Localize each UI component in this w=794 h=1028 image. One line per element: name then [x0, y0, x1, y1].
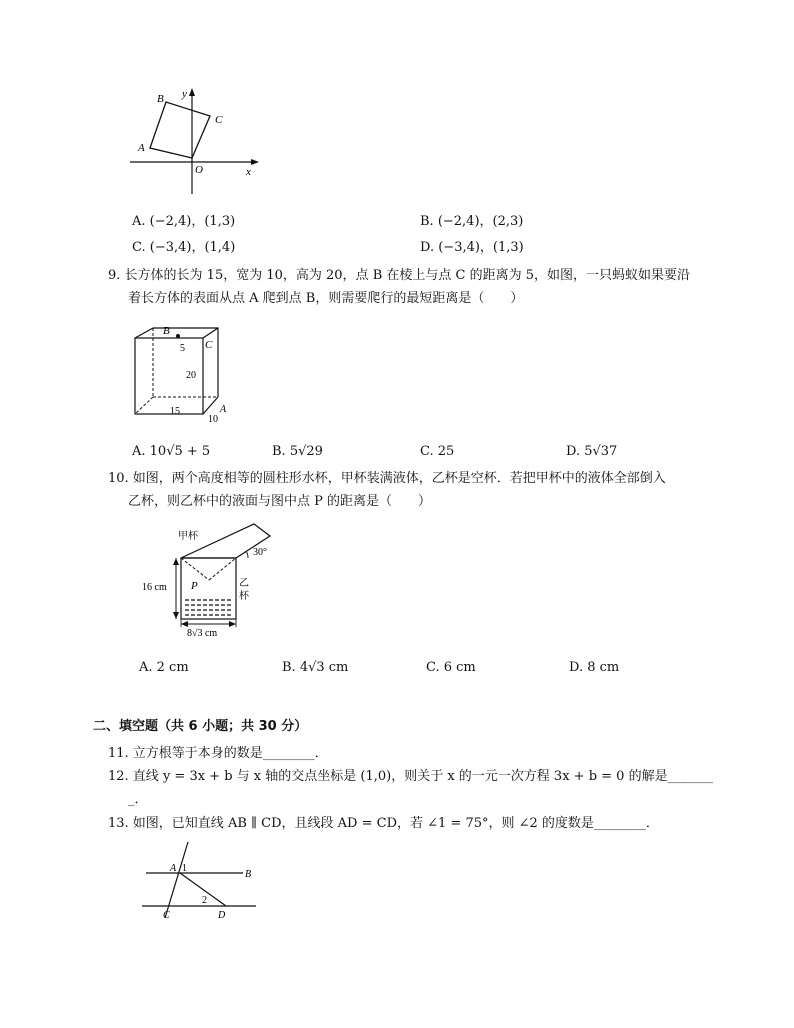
fig10-label-jia: 甲杯 — [178, 531, 198, 542]
q8-option-a: A. (−2,4)，(1,3) — [132, 214, 236, 229]
fig10-label-yi: 乙 — [239, 578, 249, 589]
fig10-label-height: 16 cm — [142, 582, 167, 593]
q9-stem-line1: 9. 长方体的长为 15，宽为 10，高为 20，点 B 在棱上与点 C 的距离为 5，如图，一只蚂蚁如果要沿 — [108, 268, 690, 283]
fig-label-a: A — [138, 142, 145, 154]
fig-label-x: x — [246, 166, 251, 178]
q10-stem-line1: 10. 如图，两个高度相等的圆柱形水杯，甲杯装满液体，乙杯是空杯．若把甲杯中的液体全部倒入 — [108, 471, 666, 486]
q13-stem: 13. 如图，已知直线 AB ∥ CD，且线段 AD = CD，若 ∠1 = 75°，则 ∠2 的度数是________． — [108, 816, 659, 831]
q10-option-b: B. 4√3 cm — [282, 660, 349, 675]
fig9-label-15: 15 — [170, 406, 180, 417]
q9-option-a: A. 10√5 + 5 — [132, 444, 211, 459]
fig9-label-5: 5 — [180, 343, 185, 354]
fig-label-y: y — [182, 88, 187, 100]
fig-label-b: B — [157, 93, 164, 105]
fig9-label-20: 20 — [186, 370, 196, 381]
q8-option-b: B. (−2,4)，(2,3) — [420, 214, 524, 229]
fig9-label-c: C — [205, 339, 213, 351]
q9-option-d: D. 5√37 — [566, 444, 618, 459]
figure-cuboid — [128, 322, 238, 427]
fig9-label-10: 10 — [208, 414, 218, 425]
fig13-label-2: 2 — [202, 895, 207, 906]
fig9-label-b: B — [163, 325, 170, 337]
fig13-label-c: C — [163, 910, 170, 920]
figure-cups — [140, 520, 285, 642]
fig10-label-p: P — [191, 580, 198, 592]
q8-option-c: C. (−3,4)，(1,4) — [132, 240, 236, 255]
q12-stem-line1: 12. 直线 y = 3x + b 与 x 轴的交点坐标是 (1,0)，则关于 x 的一元一次方程 3x + b = 0 的解是_______ — [108, 769, 714, 784]
fig10-label-angle: 30° — [253, 547, 267, 558]
fig9-label-a: A — [220, 404, 227, 415]
q9-stem-line2: 着长方体的表面从点 A 爬到点 B，则需要爬行的最短距离是（ ） — [128, 291, 524, 306]
q9-option-c: C. 25 — [420, 444, 455, 459]
fig13-label-a: A — [170, 863, 177, 874]
fig10-label-bei: 杯 — [239, 591, 249, 602]
fig-label-o: O — [195, 164, 203, 176]
q11-stem: 11. 立方根等于本身的数是________． — [108, 746, 328, 761]
figure-parallel-lines — [138, 838, 263, 920]
q10-stem-line2: 乙杯，则乙杯中的液面与图中点 P 的距离是（ ） — [128, 494, 432, 509]
q10-option-a: A. 2 cm — [139, 660, 189, 675]
fig13-label-d: D — [218, 910, 226, 920]
fig13-label-b: B — [245, 869, 252, 880]
q9-option-b: B. 5√29 — [272, 444, 323, 459]
figure-coordinate-square — [130, 84, 270, 194]
fig10-label-width: 8√3 cm — [187, 628, 218, 639]
q10-option-c: C. 6 cm — [426, 660, 476, 675]
q10-option-d: D. 8 cm — [569, 660, 620, 675]
fig-label-c: C — [215, 114, 223, 126]
q8-option-d: D. (−3,4)，(1,3) — [420, 240, 524, 255]
section-heading-fill-in: 二、填空题（共 6 小题；共 30 分） — [93, 719, 308, 734]
q12-stem-line2: _． — [128, 792, 148, 807]
fig13-label-1: 1 — [182, 863, 187, 874]
